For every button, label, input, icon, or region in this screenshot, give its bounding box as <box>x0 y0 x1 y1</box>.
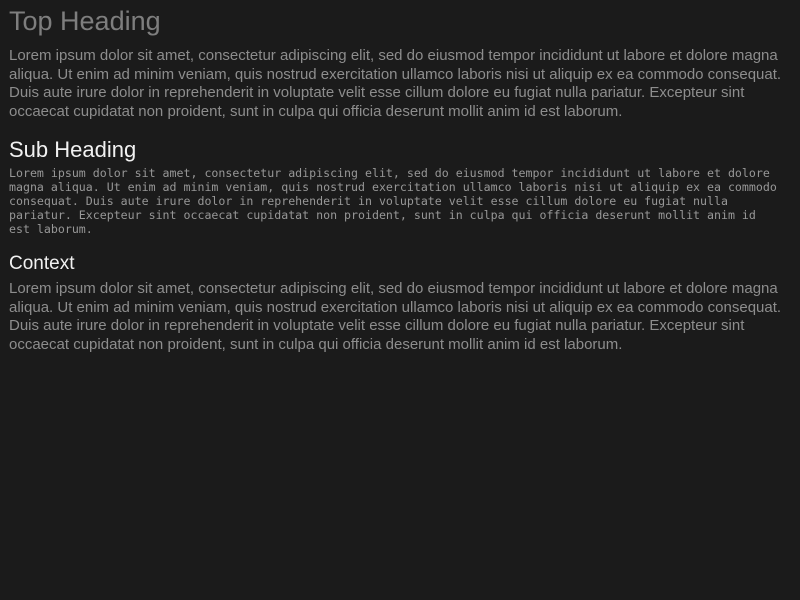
context-paragraph: Lorem ipsum dolor sit amet, consectetur adipiscing elit, sed do eiusmod tempor incididunt ut labore et dolore magna aliqua. Ut enim ad minim veniam, quis nostrud exercitation ullamco laboris nisi ut aliquip ex ea commodo consequat. Duis aute irure dolor in reprehenderit in voluptate velit esse cillum dolore eu fugiat nulla pariatur. Excepteur sint occaecat cupidatat non proident, sunt in culpa qui officia deserunt mollit anim id est laborum. <box>9 280 782 353</box>
intro-paragraph: Lorem ipsum dolor sit amet, consectetur adipiscing elit, sed do eiusmod tempor incididunt ut labore et dolore magna aliqua. Ut enim ad minim veniam, quis nostrud exercitation ullamco laboris nisi ut aliquip ex ea commodo consequat. Duis aute irure dolor in reprehenderit in voluptate velit esse cillum dolore eu fugiat nulla pariatur. Excepteur sint occaecat cupidatat non proident, sunt in culpa qui officia deserunt mollit anim id est laborum. <box>9 47 782 120</box>
sub-heading: Sub Heading <box>9 137 137 162</box>
top-heading: Top Heading <box>9 6 161 36</box>
context-heading: Context <box>9 253 75 274</box>
mono-paragraph: Lorem ipsum dolor sit amet, consectetur adipiscing elit, sed do eiusmod tempor incididunt ut labore et dolore magna aliqua. Ut enim ad minim veniam, quis nostrud exercitation ullamco laboris nisi ut aliquip ex ea commodo consequat. Duis aute irure dolor in reprehenderit in voluptate velit esse cillum dolore eu fugiat nulla pariatur. Excepteur sint occaecat cupidatat non proident, sunt in culpa qui officia deserunt mollit anim id est laborum. <box>9 166 777 236</box>
